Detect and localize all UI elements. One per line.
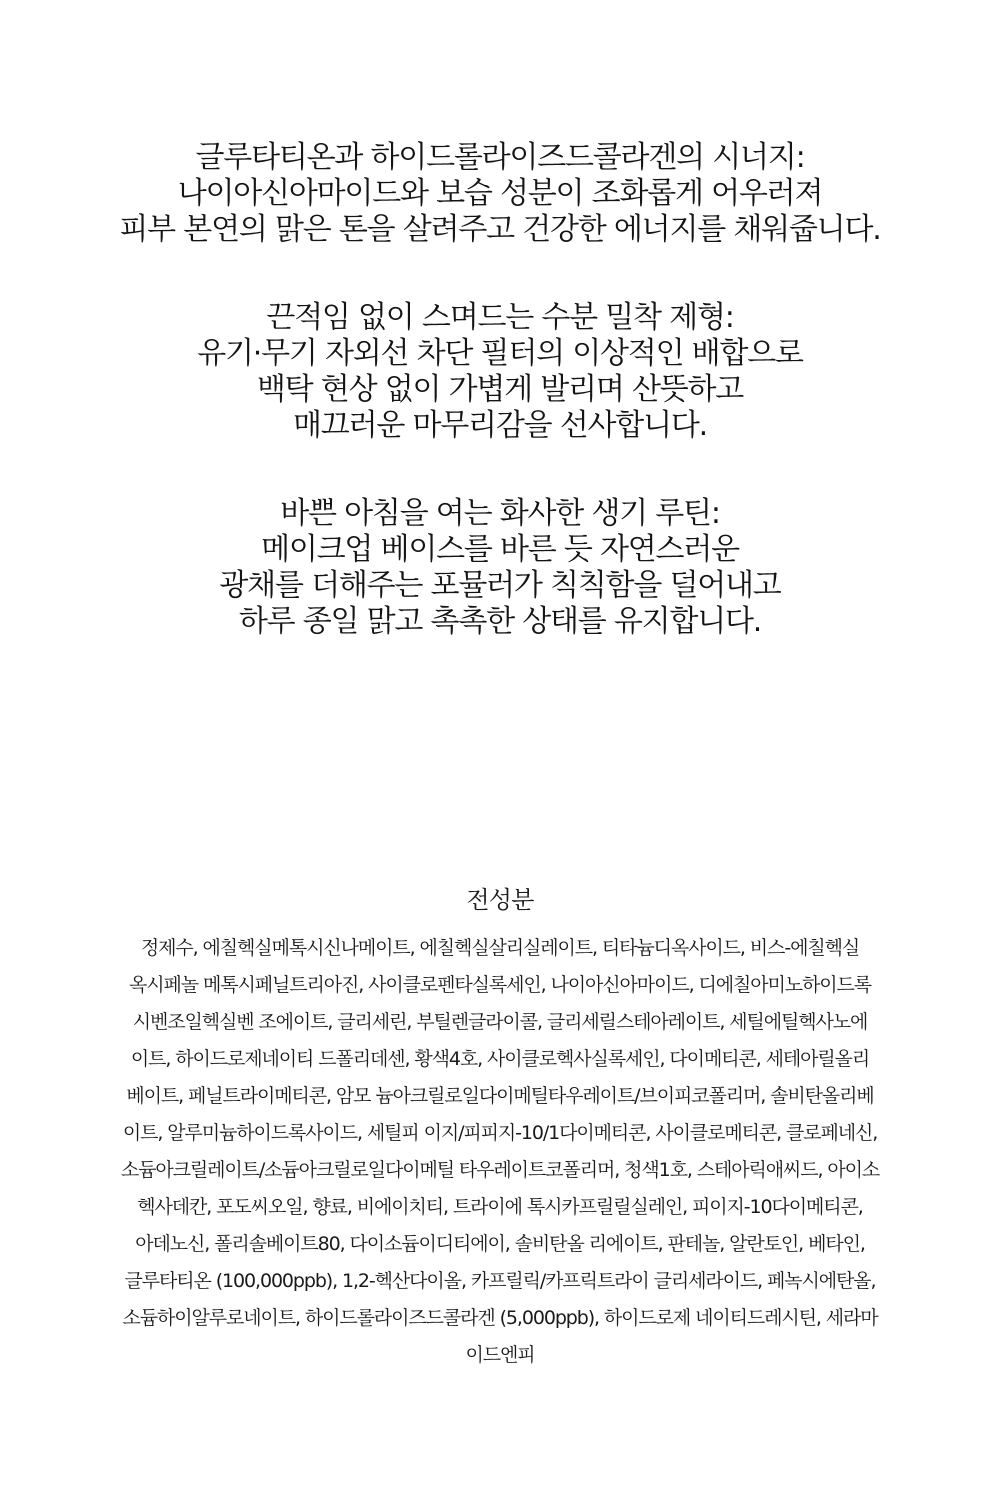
description-line: 백탁 현상 없이 가볍게 발리며 산뜻하고 [256, 372, 744, 407]
ingredients-list [60, 930, 940, 1374]
product-description [60, 140, 940, 640]
ingredients-line: 글루타티온 (100,000ppb), 1,2-헥산다이올, 카프릴릭/카프릭트라이 글리세라이드, 페녹시에탄올, [124, 1270, 876, 1292]
ingredients-line: 이드엔피 [465, 1344, 535, 1366]
description-paragraph-synergy [60, 140, 940, 248]
ingredients-line: 이트, 알루미늄하이드록사이드, 세틸피 이지/피피지-10/1다이메티콘, 사이클로메티콘, 클로페네신, [122, 1122, 878, 1144]
ingredients-title: 전성분 [466, 886, 534, 914]
ingredients-line: 소듐아크릴레이트/소듐아크릴로일다이메틸 타우레이트코폴리머, 청색1호, 스테아릭애씨드, 아이소 [120, 1159, 880, 1181]
ingredients-line: 옥시페놀 메톡시페닐트리아진, 사이클로펜타실록세인, 나이아신아마이드, 디에칠아미노하이드록 [129, 974, 871, 996]
description-line: 글루타티온과 하이드롤라이즈드콜라겐의 시너지: [195, 140, 805, 175]
ingredients-line: 시벤조일헥실벤 조에이트, 글리세린, 부틸렌글라이콜, 글리세릴스테아레이트, 세틸에틸헥사노에 [132, 1011, 868, 1033]
description-line: 유기·무기 자외선 차단 필터의 이상적인 배합으로 [197, 336, 803, 371]
description-line: 나이아신아마이드와 보습 성분이 조화롭게 어우러져 [177, 176, 823, 211]
description-line: 매끄러운 마무리감을 선사합니다. [293, 408, 707, 443]
description-line: 피부 본연의 맑은 톤을 살려주고 건강한 에너지를 채워줍니다. [119, 212, 881, 247]
ingredients-line: 정제수, 에칠헥실메톡시신나메이트, 에칠헥실살리실레이트, 티타늄디옥사이드, 비스-에칠헥실 [140, 937, 860, 959]
ingredients-line: 소듐하이알루로네이트, 하이드롤라이즈드콜라겐 (5,000ppb), 하이드로제 네이티드레시틴, 세라마 [122, 1307, 878, 1329]
description-line: 끈적임 없이 스며드는 수분 밀착 제형: [266, 300, 734, 335]
ingredients-line: 아데노신, 폴리솔베이트80, 다이소듐이디티에이, 솔비탄올 리에이트, 판테놀, 알란토인, 베타인, [135, 1233, 865, 1255]
ingredients-line: 베이트, 페닐트라이메티콘, 암모 늄아크릴로일다이메틸타우레이트/브이피코폴리머, 솔비탄올리베 [126, 1085, 874, 1107]
ingredients-section [60, 880, 940, 1374]
ingredients-line: 헥사데칸, 포도씨오일, 향료, 비에이치티, 트라이에 톡시카프릴릴실레인, 피이지-10다이메티콘, [137, 1196, 863, 1218]
description-paragraph-routine [60, 496, 940, 640]
description-paragraph-texture [60, 300, 940, 444]
description-line: 광채를 더해주는 포뮬러가 칙칙함을 덜어내고 [219, 568, 781, 603]
description-line: 메이크업 베이스를 바른 듯 자연스러운 [261, 532, 739, 567]
ingredients-line: 이트, 하이드로제네이티 드폴리데센, 황색4호, 사이클로헥사실록세인, 다이메티콘, 세테아릴올리 [130, 1048, 870, 1070]
description-line: 바쁜 아침을 여는 화사한 생기 루틴: [280, 496, 720, 531]
description-line: 하루 종일 맑고 촉촉한 상태를 유지합니다. [238, 604, 762, 639]
